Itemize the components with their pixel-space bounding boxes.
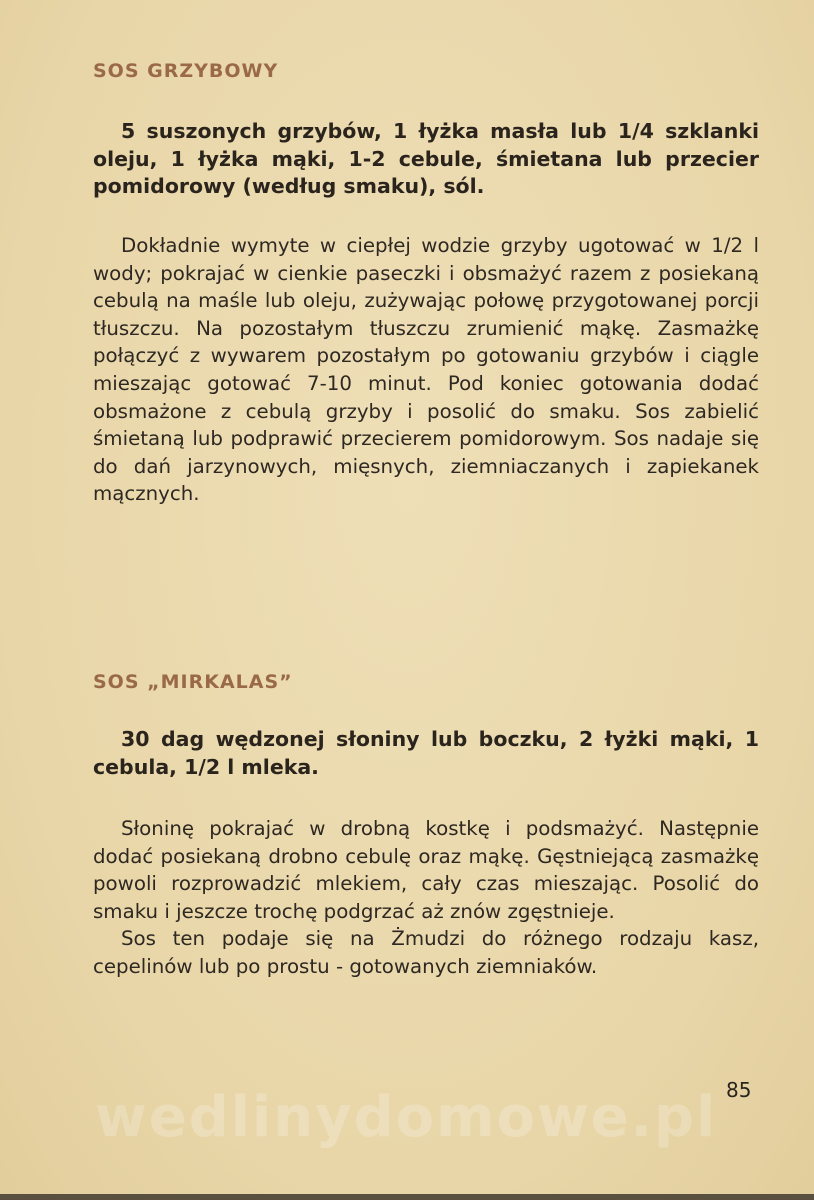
instructions-sos-grzybowy bbox=[93, 232, 759, 508]
instructions-paragraph-2: Sos ten podaje się na Żmudzi do różnego rodzaju kasz, cepelinów lub po prostu - gotowanych ziemniaków. bbox=[93, 927, 759, 978]
page-bottom-edge bbox=[0, 1194, 814, 1200]
ingredients-sos-grzybowy: 5 suszonych grzybów, 1 łyżka masła lub 1/4 szklanki oleju, 1 łyżka mąki, 1-2 cebule, śmietana lub przecier pomidorowy (według smaku), sól. bbox=[93, 119, 759, 198]
section-title-sos-grzybowy: SOS GRZYBOWY bbox=[93, 60, 279, 82]
watermark: wedlinydomowe.pl bbox=[95, 1085, 718, 1150]
instructions-paragraph-1: Słoninę pokrajać w drobną kostkę i podsmażyć. Następnie dodać posiekaną drobno cebulę oraz mąkę. Gęstniejącą zasmażkę powoli rozprowadzić mlekiem, cały czas mieszając. Posolić do smaku i jeszcze trochę podgrzać aż znów zgęstnieje. bbox=[93, 817, 759, 923]
page-number: 85 bbox=[726, 1078, 752, 1102]
ingredients-sos-mirkalas: 30 dag wędzonej słoniny lub boczku, 2 łyżki mąki, 1 cebula, 1/2 l mleka. bbox=[93, 727, 759, 779]
instructions-paragraph: Dokładnie wymyte w ciepłej wodzie grzyby ugotować w 1/2 l wody; pokrajać w cienkie paseczki i obsmażyć razem z posiekaną cebulą na maśle lub oleju, zużywając połowę przygotowanej porcji tłuszczu. Na pozostałym tłuszczu zrumienić mąkę. Zasmażkę połączyć z wywarem pozostałym po gotowaniu grzybów i ciągle mieszając gotować 7-10 minut. Pod koniec gotowania dodać obsmażone z cebulą grzyby i posolić do smaku. Sos zabielić śmietaną lub podprawić przecierem pomidorowym. Sos nadaje się do dań jarzynowych, mięsnych, ziemniaczanych i zapiekanek mącznych. bbox=[93, 234, 759, 506]
instructions-sos-mirkalas bbox=[93, 815, 759, 981]
section-title-sos-mirkalas: SOS „MIRKALAS” bbox=[93, 671, 293, 693]
